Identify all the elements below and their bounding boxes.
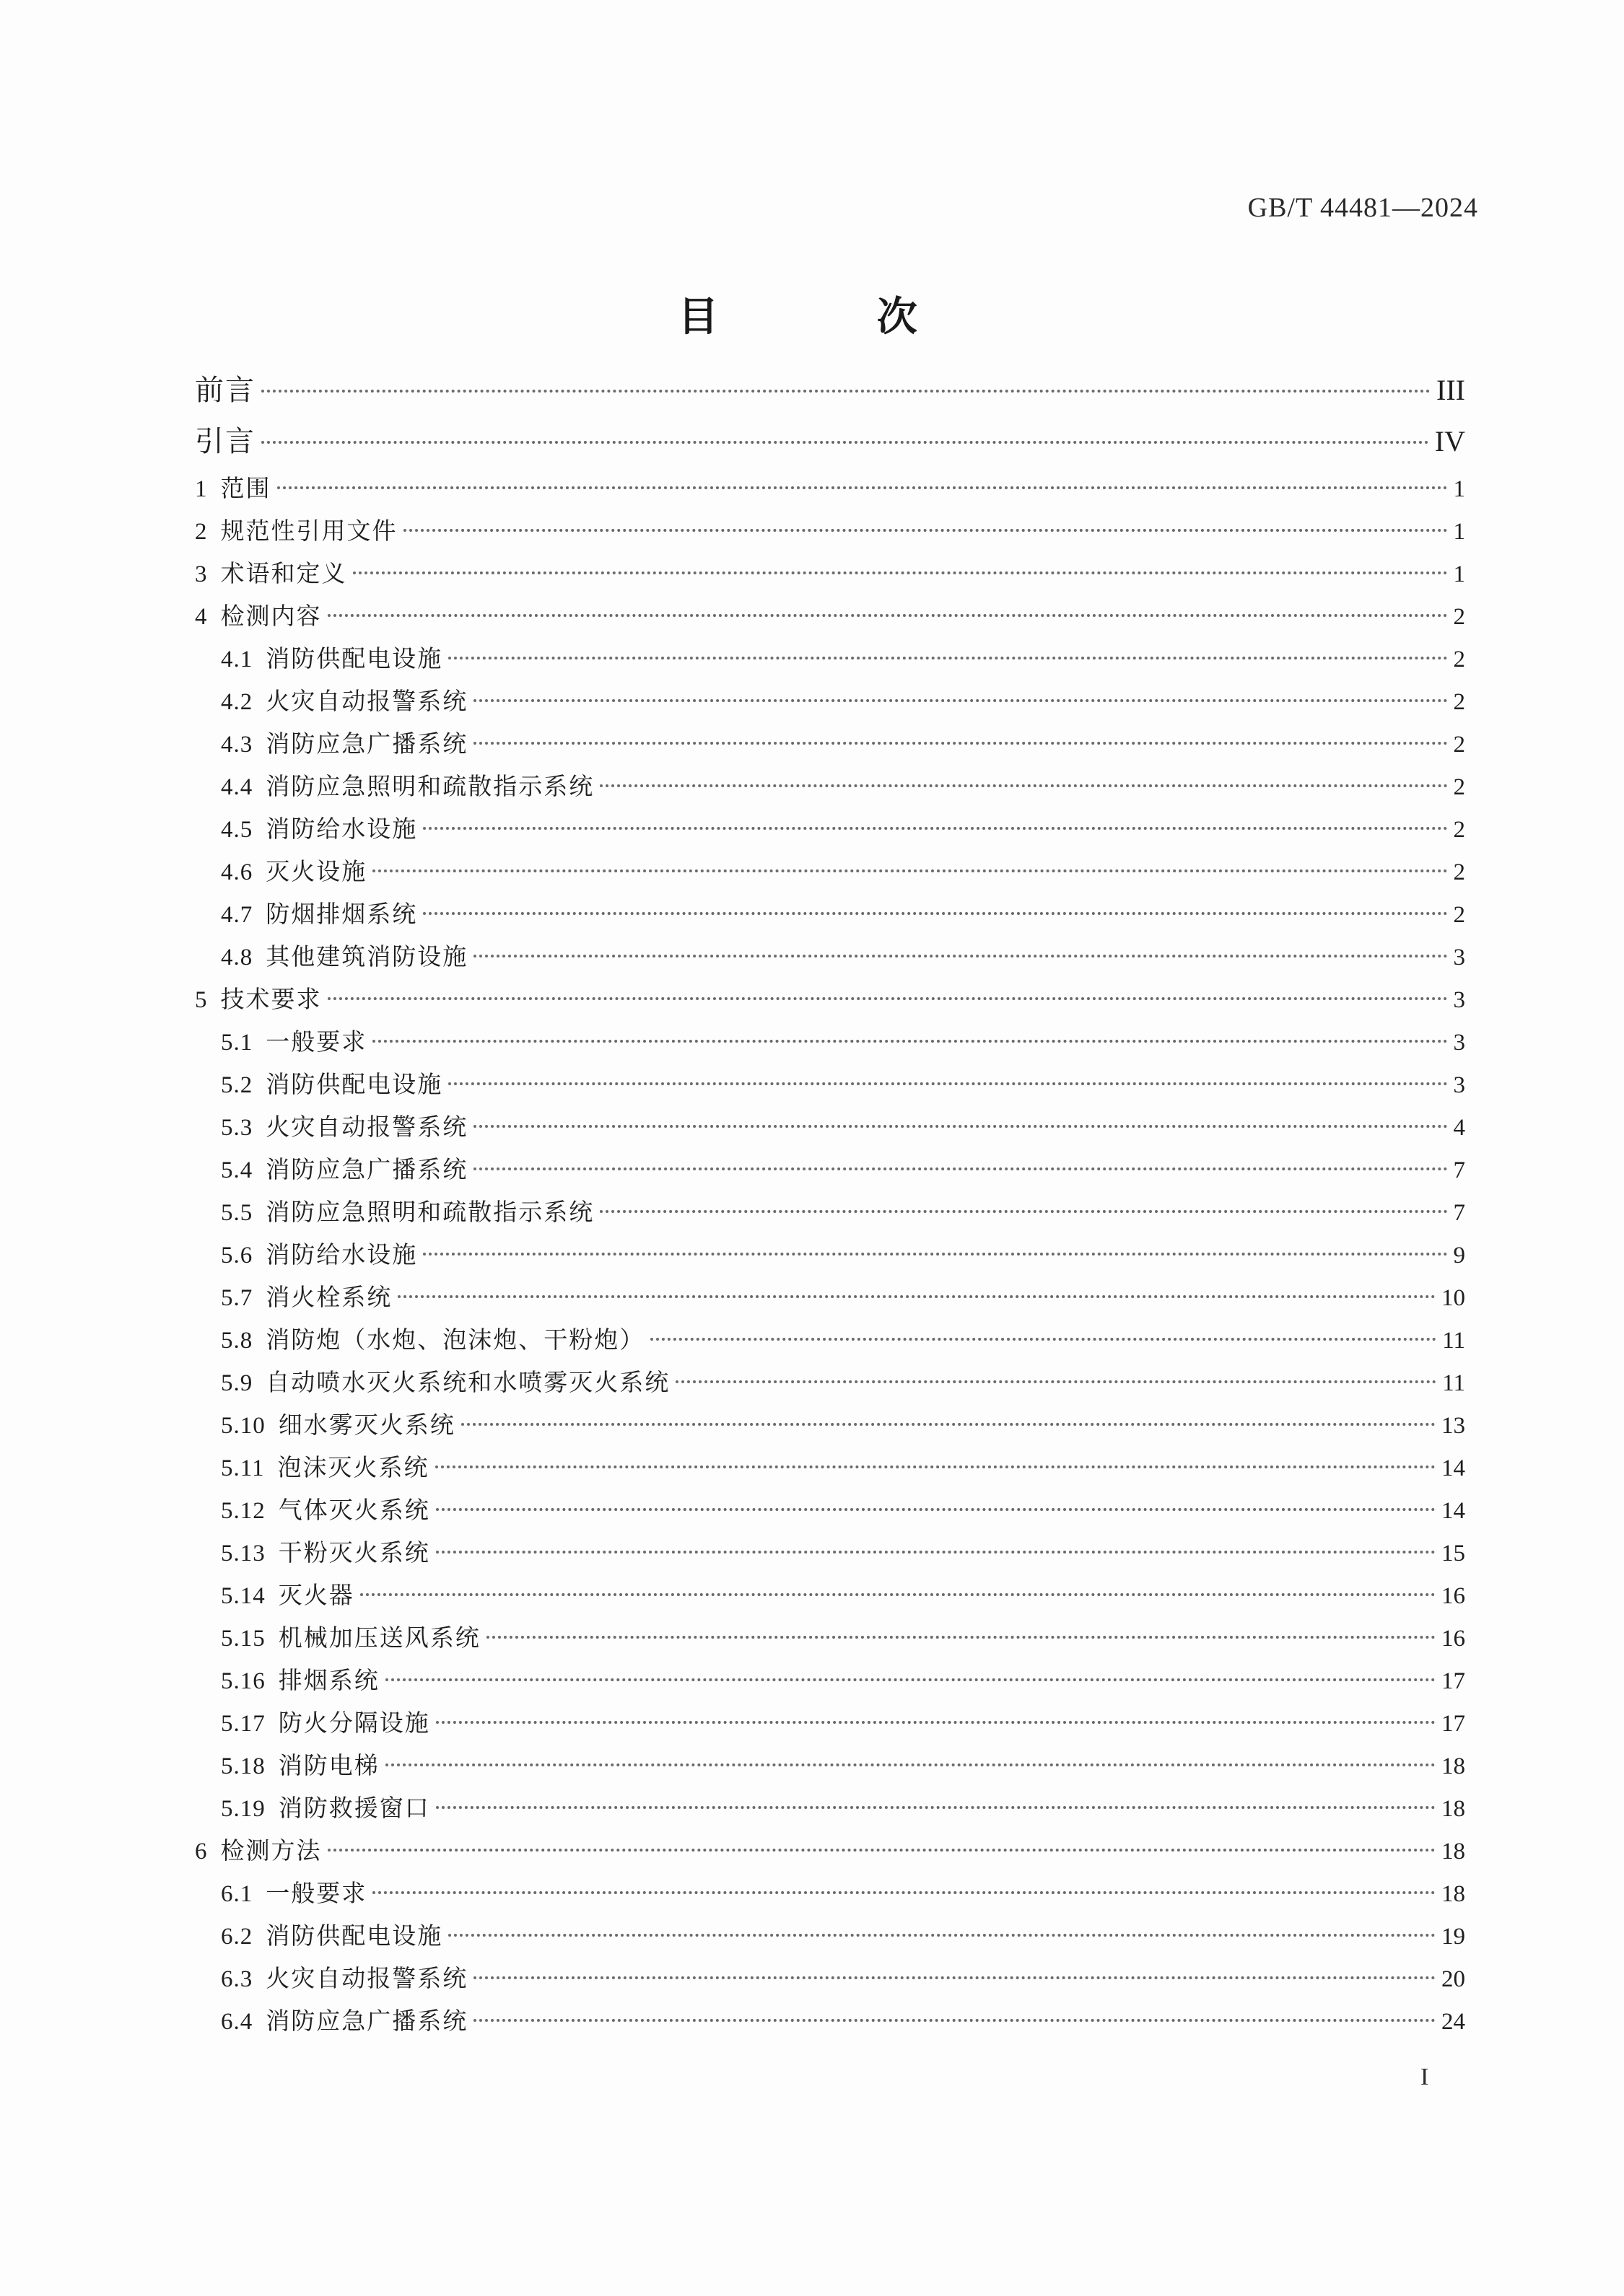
toc-entry-number: 5.14 xyxy=(221,1583,266,1609)
toc-entry-number: 2 xyxy=(195,519,208,545)
toc-entry-page: 19 xyxy=(1441,1924,1465,1950)
toc-entry-page: 18 xyxy=(1441,1753,1465,1779)
toc-entry-title: 引言 xyxy=(195,425,256,458)
toc-entry-number: 5.9 xyxy=(221,1370,253,1396)
toc-entry-page: 7 xyxy=(1453,1200,1465,1226)
toc-entry-title: 检测内容 xyxy=(220,602,322,630)
toc-entry-page: 14 xyxy=(1441,1455,1465,1481)
dot-leader xyxy=(385,1678,1436,1681)
toc-title: 目 次 xyxy=(678,294,990,341)
toc-entry[interactable] xyxy=(195,1403,1465,1446)
toc-entry-number: 6 xyxy=(195,1839,208,1865)
toc-entry-title: 消防电梯 xyxy=(278,1751,380,1779)
toc-entry-title: 消火栓系统 xyxy=(266,1283,393,1311)
toc-entry-number: 4.8 xyxy=(221,945,253,970)
toc-entry[interactable] xyxy=(195,1574,1465,1616)
toc-entry-number: 5.2 xyxy=(221,1072,253,1098)
dot-leader xyxy=(328,1849,1436,1852)
toc-entry-title: 防火分隔设施 xyxy=(278,1709,430,1737)
toc-entry-page: 2 xyxy=(1453,902,1465,928)
toc-entry-number: 4.7 xyxy=(221,902,253,928)
toc-entry-page: 1 xyxy=(1453,476,1465,502)
toc-entry-page: 4 xyxy=(1453,1115,1465,1141)
dot-leader xyxy=(436,1806,1436,1809)
toc-entry[interactable] xyxy=(195,1191,1465,1233)
toc-entry-title: 火灾自动报警系统 xyxy=(266,687,468,715)
dot-leader xyxy=(436,1551,1436,1554)
toc-entry[interactable] xyxy=(195,1148,1465,1191)
toc-entry[interactable] xyxy=(195,1999,1465,2042)
toc-entry-title: 规范性引用文件 xyxy=(220,517,398,545)
dot-leader xyxy=(486,1636,1436,1639)
toc-entry-title: 气体灭火系统 xyxy=(278,1496,430,1524)
toc-entry-number: 4.1 xyxy=(221,647,253,672)
toc-entry-title: 消防给水设施 xyxy=(266,815,418,843)
toc-entry[interactable] xyxy=(195,765,1465,807)
toc-entry-number: 5.1 xyxy=(221,1030,253,1056)
toc-entry-page: 3 xyxy=(1453,1072,1465,1098)
toc-entry-page: 15 xyxy=(1441,1541,1465,1567)
dot-leader xyxy=(328,997,1448,1000)
toc-entry-page: 3 xyxy=(1453,987,1465,1013)
dot-leader xyxy=(398,1295,1436,1298)
dot-leader xyxy=(328,614,1448,617)
dot-leader xyxy=(600,784,1447,787)
toc-entry-title: 一般要求 xyxy=(266,1027,367,1056)
dot-leader xyxy=(448,657,1447,660)
dot-leader xyxy=(435,1465,1436,1468)
toc-entry-number: 4 xyxy=(195,604,208,630)
toc-entry[interactable] xyxy=(195,1318,1465,1361)
toc-entry-number: 6.3 xyxy=(221,1966,253,1992)
toc-entry-title: 消防炮（水炮、泡沫炮、干粉炮） xyxy=(266,1326,645,1354)
toc-entry-page: 2 xyxy=(1453,689,1465,715)
dot-leader xyxy=(473,955,1447,958)
toc-entry-page: 11 xyxy=(1442,1328,1465,1354)
dot-leader xyxy=(473,699,1447,702)
toc-entry-number: 5.18 xyxy=(221,1753,266,1779)
toc-entry[interactable] xyxy=(195,1361,1465,1403)
toc-entry[interactable] xyxy=(195,1872,1465,1914)
toc-entry-title: 灭火设施 xyxy=(266,857,367,885)
standard-code: GB/T 44481—2024 xyxy=(1247,193,1478,223)
toc-entry-title: 术语和定义 xyxy=(220,559,347,587)
toc-entry-number: 5.15 xyxy=(221,1626,266,1652)
toc-entry-number: 4.3 xyxy=(221,732,253,758)
toc-entry-number: 5.11 xyxy=(221,1455,265,1481)
toc-entry-title: 前言 xyxy=(195,374,256,407)
toc-entry-page: 3 xyxy=(1453,945,1465,970)
toc-entry[interactable] xyxy=(195,1914,1465,1957)
toc-entry-number: 5.10 xyxy=(221,1413,266,1439)
toc-entry-page: 20 xyxy=(1441,1966,1465,1992)
toc-entry-page: IV xyxy=(1434,425,1465,457)
toc-entry-page: 2 xyxy=(1453,774,1465,800)
dot-leader xyxy=(353,571,1448,574)
toc-entry-number: 4.5 xyxy=(221,817,253,843)
dot-leader xyxy=(372,1891,1436,1894)
toc-entry[interactable] xyxy=(195,467,1465,509)
toc-entry[interactable] xyxy=(195,552,1465,595)
toc-entry-title: 消防供配电设施 xyxy=(266,1070,443,1098)
dot-leader xyxy=(372,869,1447,872)
toc-entry-page: 11 xyxy=(1442,1370,1465,1396)
dot-leader xyxy=(676,1380,1436,1383)
dot-leader xyxy=(600,1210,1447,1213)
toc-entry-title: 技术要求 xyxy=(220,985,322,1013)
dot-leader xyxy=(423,912,1447,915)
toc-entry[interactable] xyxy=(195,1446,1465,1489)
toc-entry-number: 4.4 xyxy=(221,774,253,800)
toc-entry-title: 火灾自动报警系统 xyxy=(266,1113,468,1141)
toc-entry-page: 18 xyxy=(1441,1839,1465,1865)
toc-entry-title: 排烟系统 xyxy=(278,1666,380,1694)
toc-entry[interactable] xyxy=(195,637,1465,680)
toc-entry-title: 消防供配电设施 xyxy=(266,644,443,672)
toc-entry-title: 防烟排烟系统 xyxy=(266,900,418,928)
dot-leader xyxy=(448,1082,1447,1085)
toc-entry[interactable] xyxy=(195,680,1465,722)
dot-leader xyxy=(360,1593,1436,1596)
toc-entry-title: 一般要求 xyxy=(266,1879,367,1907)
dot-leader xyxy=(650,1338,1436,1341)
toc-entry[interactable] xyxy=(195,595,1465,637)
toc-entry[interactable] xyxy=(195,807,1465,850)
toc-entry[interactable] xyxy=(195,1489,1465,1531)
toc-entry-title: 干粉灭火系统 xyxy=(278,1538,430,1567)
toc-entry-title: 范围 xyxy=(220,474,271,502)
toc-entry-page: 9 xyxy=(1453,1243,1465,1269)
dot-leader xyxy=(261,390,1431,393)
toc-entry-title: 检测方法 xyxy=(220,1836,322,1865)
toc-entry-page: 1 xyxy=(1453,561,1465,587)
toc-entry-page: 18 xyxy=(1441,1881,1465,1907)
toc-entry[interactable] xyxy=(195,416,1465,467)
toc-entry-page: 2 xyxy=(1453,732,1465,758)
toc-entry-title: 消防应急广播系统 xyxy=(266,2007,468,2035)
dot-leader xyxy=(385,1763,1436,1766)
toc-entry[interactable] xyxy=(195,1531,1465,1574)
toc-entry-title: 灭火器 xyxy=(278,1581,354,1609)
dot-leader xyxy=(403,529,1448,532)
toc-entry[interactable] xyxy=(195,935,1465,978)
toc-entry-number: 5.8 xyxy=(221,1328,253,1354)
toc-entry-page: 16 xyxy=(1441,1583,1465,1609)
toc-entry-page: 14 xyxy=(1441,1498,1465,1524)
toc-entry-title: 消防应急照明和疏散指示系统 xyxy=(266,1198,595,1226)
toc-entry[interactable] xyxy=(195,1701,1465,1744)
toc-entry-number: 6.4 xyxy=(221,2009,253,2035)
toc-entry[interactable] xyxy=(195,364,1465,416)
toc-entry-title: 消防应急广播系统 xyxy=(266,729,468,758)
toc-entry[interactable] xyxy=(195,1616,1465,1659)
toc-entry-page: 2 xyxy=(1453,647,1465,672)
toc-entry[interactable] xyxy=(195,1233,1465,1276)
toc-entry-number: 5.17 xyxy=(221,1711,266,1737)
toc-entry-number: 5.7 xyxy=(221,1285,253,1311)
toc-entry-page: 2 xyxy=(1453,859,1465,885)
toc-entry-page: 17 xyxy=(1441,1711,1465,1737)
toc-entry-number: 3 xyxy=(195,561,208,587)
toc-entry-title: 消防救援窗口 xyxy=(278,1794,430,1822)
toc-entry[interactable] xyxy=(195,509,1465,552)
toc-entry-number: 1 xyxy=(195,476,208,502)
toc-entry-title: 消防供配电设施 xyxy=(266,1922,443,1950)
dot-leader xyxy=(473,2019,1436,2022)
toc-entry-page: 7 xyxy=(1453,1157,1465,1183)
dot-leader xyxy=(261,441,1429,444)
page-number: I xyxy=(1420,2064,1429,2090)
toc-entry-title: 机械加压送风系统 xyxy=(278,1624,481,1652)
toc-entry-number: 4.2 xyxy=(221,689,253,715)
dot-leader xyxy=(461,1423,1436,1426)
toc-entry-title: 消防应急广播系统 xyxy=(266,1155,468,1183)
toc-entry-title: 消防应急照明和疏散指示系统 xyxy=(266,772,595,800)
dot-leader xyxy=(473,1167,1447,1170)
toc-entry-page: 10 xyxy=(1441,1285,1465,1311)
toc-entry[interactable] xyxy=(195,1829,1465,1872)
toc-entry[interactable] xyxy=(195,978,1465,1020)
dot-leader xyxy=(473,1976,1436,1979)
toc-entry-number: 5.3 xyxy=(221,1115,253,1141)
toc-entry-number: 5.16 xyxy=(221,1668,266,1694)
toc-entry-number: 6.1 xyxy=(221,1881,253,1907)
toc-entry-title: 火灾自动报警系统 xyxy=(266,1964,468,1992)
toc-entry-page: 16 xyxy=(1441,1626,1465,1652)
toc-entry[interactable] xyxy=(195,1020,1465,1063)
toc-entry-page: 17 xyxy=(1441,1668,1465,1694)
toc-entry[interactable] xyxy=(195,1659,1465,1701)
toc-entry-number: 5.19 xyxy=(221,1796,266,1822)
toc-entry[interactable] xyxy=(195,850,1465,893)
toc-entry-title: 自动喷水灭火系统和水喷雾灭火系统 xyxy=(266,1368,671,1396)
toc-entry[interactable] xyxy=(195,893,1465,935)
toc-entry-page: 2 xyxy=(1453,604,1465,630)
toc-entry[interactable] xyxy=(195,1105,1465,1148)
toc-entry[interactable] xyxy=(195,1744,1465,1787)
toc-entry-number: 5.6 xyxy=(221,1243,253,1269)
toc-entry-number: 5.5 xyxy=(221,1200,253,1226)
dot-leader xyxy=(277,486,1448,489)
toc-entry-page: 13 xyxy=(1441,1413,1465,1439)
toc-entry-page: 18 xyxy=(1441,1796,1465,1822)
toc-entry[interactable] xyxy=(195,1063,1465,1105)
dot-leader xyxy=(448,1934,1436,1937)
toc-entry-title: 消防给水设施 xyxy=(266,1240,418,1269)
toc-entry-page: 3 xyxy=(1453,1030,1465,1056)
toc-entry-page: III xyxy=(1436,374,1465,406)
dot-leader xyxy=(372,1040,1447,1043)
toc-entry[interactable] xyxy=(195,1787,1465,1829)
toc-entry-number: 5.4 xyxy=(221,1157,253,1183)
toc-entry[interactable] xyxy=(195,1957,1465,1999)
dot-leader xyxy=(436,1508,1436,1511)
dot-leader xyxy=(423,1253,1447,1256)
dot-leader xyxy=(473,1125,1447,1128)
toc-entry-page: 1 xyxy=(1453,519,1465,545)
toc-entry-number: 5.12 xyxy=(221,1498,266,1524)
toc-entry-number: 4.6 xyxy=(221,859,253,885)
toc-entry-number: 6.2 xyxy=(221,1924,253,1950)
toc-entry[interactable] xyxy=(195,722,1465,765)
toc-entry[interactable] xyxy=(195,1276,1465,1318)
dot-leader xyxy=(436,1721,1436,1724)
toc-entry-title: 泡沫灭火系统 xyxy=(277,1453,429,1481)
toc-entry-title: 细水雾灭火系统 xyxy=(278,1411,455,1439)
toc-entry-page: 2 xyxy=(1453,817,1465,843)
dot-leader xyxy=(423,827,1447,830)
table-of-contents xyxy=(195,364,1465,2042)
toc-entry-number: 5.13 xyxy=(221,1541,266,1567)
dot-leader xyxy=(473,742,1447,745)
toc-entry-number: 5 xyxy=(195,987,208,1013)
toc-entry-title: 其他建筑消防设施 xyxy=(266,942,468,970)
toc-entry-page: 24 xyxy=(1441,2009,1465,2035)
